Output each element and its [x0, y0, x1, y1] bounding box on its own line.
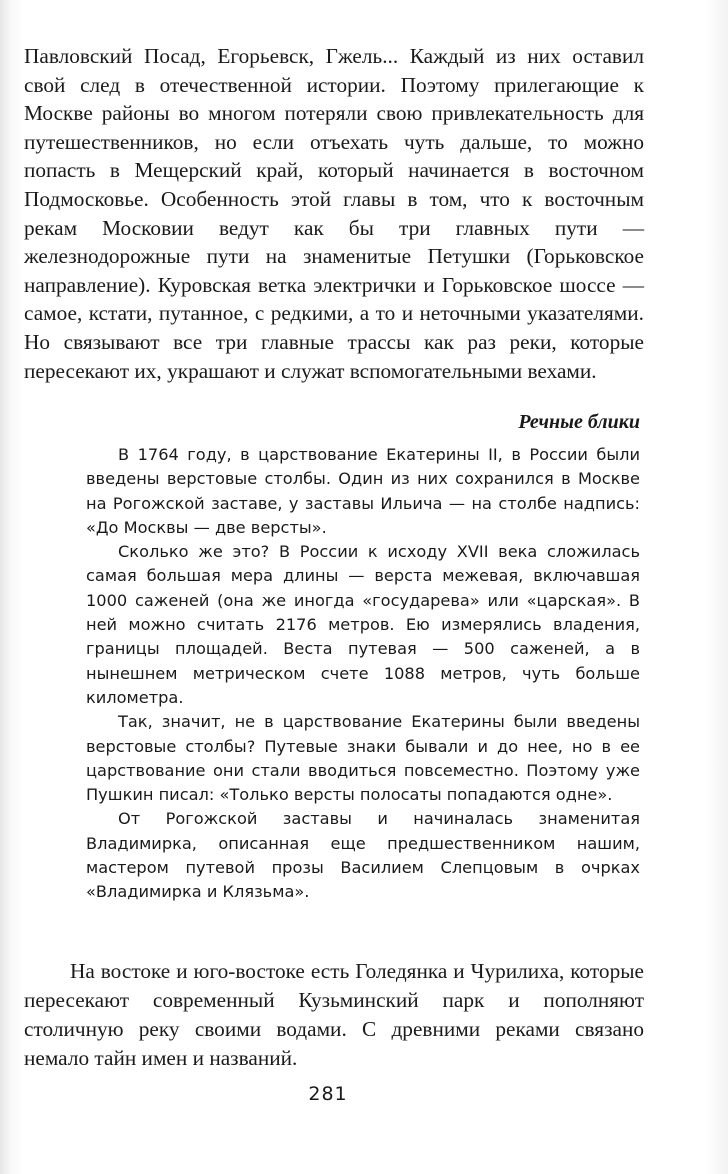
closing-paragraph: На востоке и юго-востоке есть Голедянка и Чурилиха, которые пересекают современный Кузьминский парк и пополняют столичную реку своими водами. С древними реками связано немало тайн имен и названий. [24, 959, 644, 1070]
page-number: 281 [308, 1083, 348, 1105]
insert-paragraph-2: Сколько же это? В России к исходу XVII века сложилась самая большая мера длины — верста межевая, включавшая 1000 саженей (она же иногда «государева» или «царская». В ней можно считать 2176 метров. Ею измерялись владения, границы площадей. Веста путевая — 500 саженей, а в нынешнем метрическом счете 1088 метров, чуть больше километра. [86, 542, 640, 707]
main-text [24, 42, 644, 385]
insert-paragraph-1: В 1764 году, в царствование Екатерины II, в России были введены верстовые столбы. Один из них сохранился в Москве на Рогожской заставе, у заставы Ильича — на столбе надпись: «До Москвы — две версты». [86, 445, 640, 537]
insert-paragraph-4: От Рогожской заставы и начиналась знаменитая Владимирка, описанная еще предшественником нашим, мастером путевой прозы Василием Слепцовым в очрках «Владимирка и Клязьма». [86, 809, 640, 902]
section-title: Речные блики [518, 411, 640, 433]
insert-paragraph-3: Так, значит, не в царствование Екатерины были введены верстовые столбы? Путевые знаки бывали и до нее, но в ее царствование они стали вводиться повсеместно. Поэтому уже Пушкин писал: «Только версты полосаты попадаются одне». [86, 712, 640, 805]
insert-block [86, 443, 640, 905]
main-paragraph: Павловский Посад, Егорьевск, Гжель... Каждый из них оставил свой след в отечественной истории. Поэтому прилегающие к Москве районы во многом потеряли свою привлекательность для путешественников, но если отъехать чуть дальше, то можно попасть в Мещерский край, который начинается в восточном Подмосковье. Особенность этой главы в том, что к восточным рекам Московии ведут как бы три главных пути — железнодорожные пути на знаменитые Петушки (Горьковское направление). Куровская ветка электрички и Горьковское шоссе — самое, кстати, путанное, с редкими, а то и неточными указателями. Но связывают все три главные трассы как раз реки, которые пересекают их, украшают и служат вспомогательными вехами. [24, 44, 644, 383]
